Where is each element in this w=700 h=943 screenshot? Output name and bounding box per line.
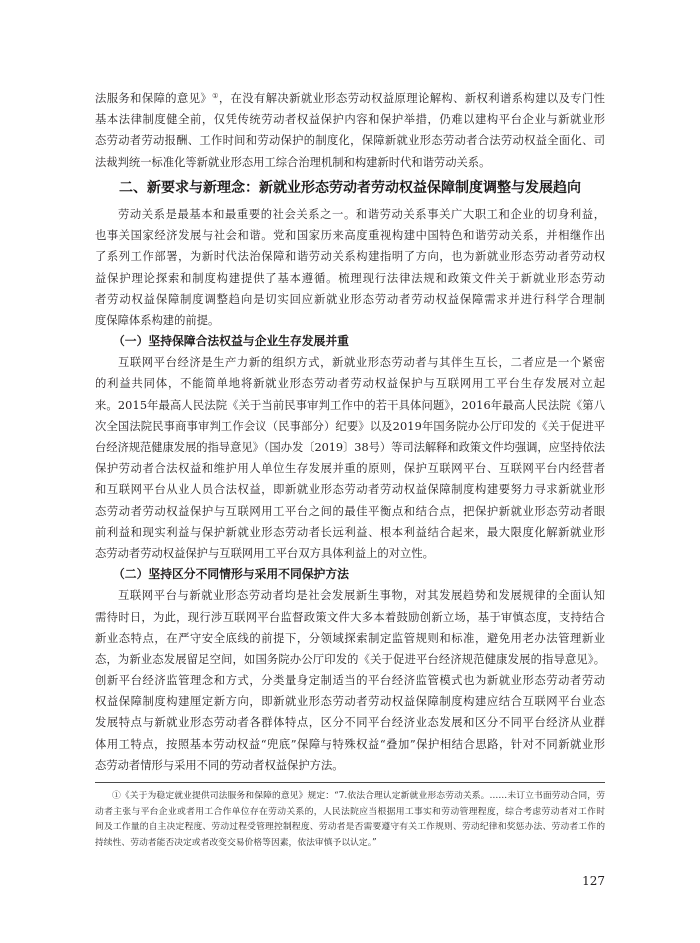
section-heading: 二、新要求与新理念：新就业形态劳动者劳动权益保障制度调整与发展趋向 [119, 179, 581, 196]
text-line: 次全国法院民事商事审判工作会议（民事部分）纪要》以及2019年国务院办公厅印发的《关于促进平 [95, 419, 606, 433]
text-line: 前利益和现实利益与保护新就业形态劳动者长远利益、根本利益结合起来，最大限度化解新就业形 [95, 525, 606, 539]
footnote-line: 持续性、劳动者能否决定或者改变交易价格等因素，依法审慎予以认定。” [95, 837, 377, 848]
subsection-heading: （二）坚持区分不同情形与采用不同保护方法 [113, 567, 349, 582]
text-line: 态，为新业态发展留足空间，如国务院办公厅印发的《关于促进平台经济规范健康发展的指导意见》。 [95, 652, 606, 666]
text-line: 态劳动者劳动报酬、工作时间和劳动保护的制度化，保障新就业形态劳动者合法劳动权益全面化、司 [95, 134, 606, 148]
text-line: 法裁判统一标准化等新就业形态用工综合治理机制和构建新时代和谐劳动关系。 [95, 155, 491, 169]
text-line [95, 88, 605, 109]
text-line: 权益保障制度构建厘定新方向，即新就业形态劳动者劳动权益保障制度构建应结合互联网平台业态 [95, 695, 606, 709]
text-line: 了系列工作部署，为新时代法治保障和谐劳动关系构建指明了方向，也为新就业形态劳动者劳动权 [95, 250, 606, 264]
text-line: 态劳动者劳动权益保护与互联网用工平台之间的最佳平衡点和结合点，把保护新就业形态劳动者眼 [95, 504, 606, 518]
footnote-line: 间及工作量的自主决定程度、劳动过程受管理控制程度、劳动者是否需要遵守有关工作规则、劳动纪律和奖惩办法、劳动者工作的 [95, 822, 606, 833]
footnote-divider [95, 782, 605, 783]
text-segment: ，在没有解决新就业形态劳动权益原理论解构、新权利谱系构建以及专门性 [218, 92, 606, 105]
subsection-heading: （一）坚持保障合法权益与企业生存发展并重 [113, 334, 349, 349]
text-line: 基本法律制度健全前，仅凭传统劳动者权益保护内容和保护举措，仍难以建构平台企业与新就业形 [95, 113, 606, 127]
text-line: 体用工特点，按照基本劳动权益“兜底”保障与特殊权益“叠加”保护相结合思路，针对不同新就业形 [95, 737, 606, 751]
page-body [95, 88, 605, 851]
footnote-ref-marker: ① [212, 92, 219, 100]
footnote [95, 789, 605, 851]
text-line: 态劳动者劳动权益保护与互联网用工平台双方具体利益上的对立性。 [95, 546, 434, 560]
text-line: 来。2015年最高人民法院《关于当前民事审判工作中的若干具体问题》，2016年最高人民法院《第八 [95, 398, 606, 412]
text-line: 劳动关系是最基本和最重要的社会关系之一。和谐劳动关系事关广大职工和企业的切身利益， [118, 207, 606, 221]
text-line: 度保障体系构建的前提。 [95, 313, 220, 327]
text-line: 新业态特点，在严守安全底线的前提下，分领域探索制定监管规则和标准，避免用老办法管理新业 [95, 631, 606, 645]
text-line: 保护劳动者合法权益和维护用人单位生存发展并重的原则，保护互联网平台、互联网平台内经营者 [95, 462, 606, 476]
paragraph-intro [95, 88, 605, 173]
text-line: 互联网平台经济是生产力新的组织方式，新就业形态劳动者与其伴生互长，二者应是一个紧密 [118, 356, 606, 370]
text-line: 和互联网平台从业人员合法权益，即新就业形态劳动者劳动权益保障制度构建要努力寻求新就业形 [95, 483, 606, 497]
text-line: 台经济规范健康发展的指导意见》（国办发〔2019〕38号）等司法解释和政策文件均强调，应坚持依法 [95, 441, 605, 454]
text-line: 创新平台经济监管理念和方式，分类量身定制适当的平台经济监管模式也为新就业形态劳动者劳动 [95, 674, 606, 688]
paragraph-subsection-1 [95, 352, 605, 564]
footnote-line: 动者主张与平台企业或者用工合作单位存在劳动关系的，人民法院应当根据用工事实和劳动管理程度，综合考虑劳动者对工作时 [95, 806, 606, 817]
text-segment: 法服务和保障的意见》 [95, 92, 213, 105]
text-line: 发展特点与新就业形态劳动者各群体特点，区分不同平台经济业态发展和区分不同平台经济从业群 [95, 716, 606, 730]
text-line: 互联网平台与新就业形态劳动者均是社会发展新生事物，对其发展趋势和发展规律的全面认知 [118, 589, 606, 603]
text-line: 需待时日，为此，现行涉互联网平台监督政策文件大多本着鼓励创新立场，基于审慎态度，支持结合 [95, 610, 606, 624]
text-line: 者劳动权益保障制度调整趋向是切实回应新就业形态劳动者劳动权益保障需求并进行科学合理制 [95, 292, 606, 306]
text-line: 态劳动者情形与采用不同的劳动者权益保护方法。 [95, 758, 344, 772]
text-line: 也事关国家经济发展与社会和谐。党和国家历来高度重视构建中国特色和谐劳动关系，并相继作出 [95, 229, 606, 243]
paragraph-section [95, 204, 605, 331]
text-line: 的利益共同体，不能简单地将新就业形态劳动者劳动权益保护与互联网用工平台生存发展对立起 [95, 377, 606, 391]
footnote-line: ①《关于为稳定就业提供司法服务和保障的意见》规定：“7.依法合理认定新就业形态劳动关系。……未订立书面劳动合同，劳 [112, 791, 606, 801]
paragraph-subsection-2 [95, 585, 605, 776]
page-number: 127 [582, 874, 605, 888]
text-line: 益保护理论探索和制度构建提供了基本遵循。梳理现行法律法规和政策文件关于新就业形态劳动 [95, 271, 606, 285]
